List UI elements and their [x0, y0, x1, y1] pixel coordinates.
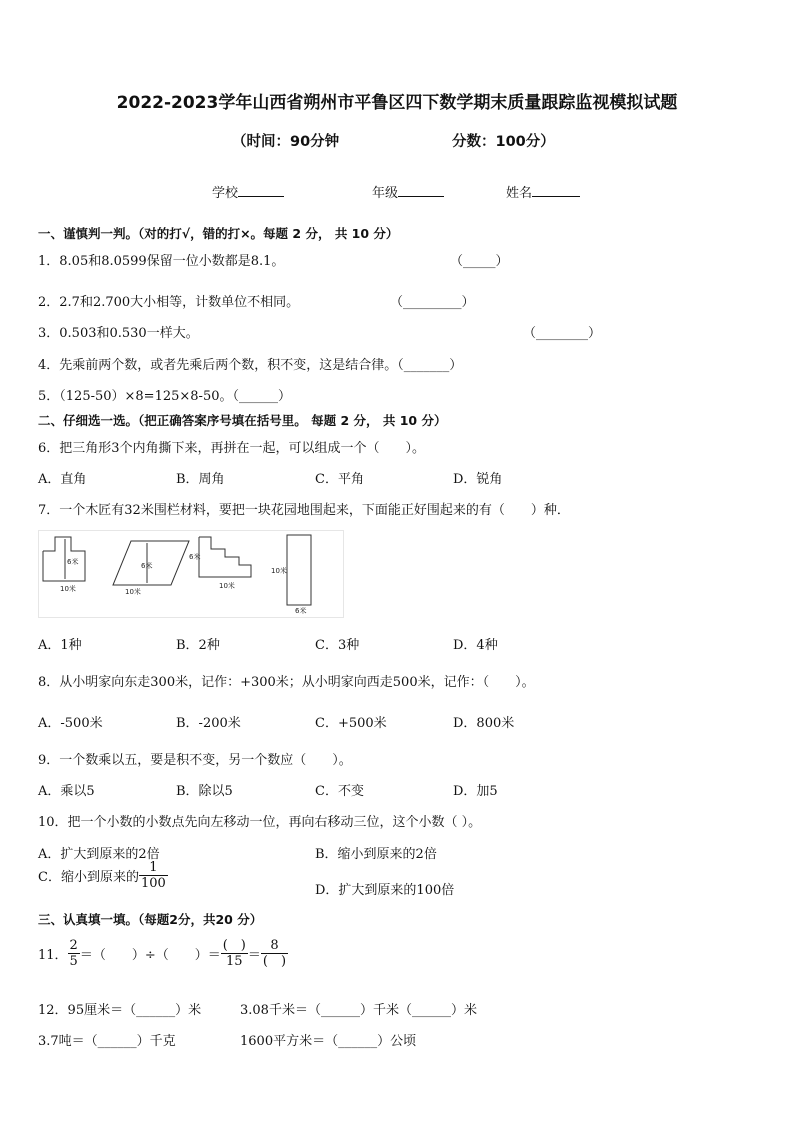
section-1-heading: 一、谨慎判一判。（对的打√，错的打×。每题 2 分， 共 10 分） [38, 226, 399, 241]
shape-staircase [199, 537, 251, 577]
grade-field [372, 182, 444, 201]
question-9-option-b[interactable]: B．除以5 [176, 784, 233, 799]
score-label: 分数：100分） [452, 134, 555, 150]
question-9-option-a[interactable]: A．乘以5 [38, 784, 95, 799]
question-2-answer[interactable]: （_________） [390, 295, 475, 310]
question-11 [38, 938, 288, 969]
name-field [506, 182, 580, 201]
question-8-option-c[interactable]: C．+500米 [315, 716, 387, 731]
shape-2-height-label: 6米 [141, 562, 153, 570]
question-7-figure [38, 530, 344, 618]
question-12-part-c[interactable]: 3.7吨＝（______）千克 [38, 1034, 176, 1049]
question-8-option-a[interactable]: A．-500米 [38, 716, 103, 731]
shape-3-width-label: 10米 [219, 582, 235, 590]
question-7-option-c[interactable]: C．3种 [315, 638, 360, 653]
question-7-option-b[interactable]: B．2种 [176, 638, 220, 653]
fraction-two-fifths [68, 938, 80, 969]
question-7: 7．一个木匠有32米围栏材料，要把一块花园地围起来，下面能正好围起来的有（ ）种． [38, 503, 570, 518]
question-6-option-d[interactable]: D．锐角 [453, 472, 503, 487]
question-6-option-b[interactable]: B．周角 [176, 472, 225, 487]
question-3: 3．0.503和0.530一样大。 [38, 326, 199, 341]
shape-3-height-label: 6米 [189, 553, 201, 561]
question-1: 1．8.05和8.0599保留一位小数都是8.1。 [38, 254, 285, 269]
grade-blank[interactable] [398, 184, 444, 197]
question-12-part-a[interactable]: 12．95厘米＝（______）米 [38, 1003, 202, 1018]
question-10-option-a[interactable]: A．扩大到原来的2倍 [38, 847, 160, 862]
question-10-option-d[interactable]: D．扩大到原来的100倍 [315, 883, 455, 898]
question-8-option-d[interactable]: D．800米 [453, 716, 515, 731]
option-c-text: C．缩小到原来的 [38, 870, 139, 885]
fraction-8-over-blank [261, 938, 288, 969]
fraction-denominator: 100 [140, 876, 166, 891]
question-11-division-blanks[interactable]: ＝（ ）÷（ ）＝ [79, 948, 221, 963]
question-6: 6．把三角形3个内角撕下来，再拼在一起，可以组成一个（ ）。 [38, 441, 426, 456]
shape-4-height-label: 10米 [271, 567, 287, 575]
name-blank[interactable] [532, 184, 580, 197]
question-8-option-b[interactable]: B．-200米 [176, 716, 241, 731]
fraction-denominator: 15 [226, 954, 243, 969]
question-6-option-c[interactable]: C．平角 [315, 472, 364, 487]
fraction-numerator: 1 [139, 860, 168, 876]
fraction-numerator: 2 [69, 938, 78, 953]
question-10-option-b[interactable]: B．缩小到原来的2倍 [315, 847, 437, 862]
school-blank[interactable] [238, 184, 284, 197]
question-3-answer[interactable]: （________） [523, 326, 602, 341]
question-4: 4．先乘前两个数，或者先乘后两个数，积不变，这是结合律。（_______） [38, 358, 463, 373]
question-5: 5．（125-50）×8=125×8-50。（______） [38, 389, 291, 404]
question-2: 2．2.7和2.700大小相等，计数单位不相同。 [38, 295, 300, 310]
shape-1-width-label: 10米 [60, 585, 76, 593]
shape-rectangle [287, 535, 311, 605]
shape-1-height-label: 6米 [67, 558, 79, 566]
fraction-numerator: 8 [261, 938, 288, 954]
shape-2-width-label: 10米 [125, 588, 141, 596]
question-12-part-d[interactable]: 1600平方米＝（______）公顷 [240, 1034, 417, 1049]
question-11-equals: ＝ [247, 948, 261, 963]
question-7-option-a[interactable]: A．1种 [38, 638, 82, 653]
grade-label: 年级 [372, 186, 399, 201]
fraction-one-hundredth [139, 860, 168, 891]
time-label: （时间：90分钟 [232, 134, 340, 150]
question-7-option-d[interactable]: D．4种 [453, 638, 498, 653]
section-3-heading: 三、认真填一填。（每题2分，共20 分） [38, 912, 263, 927]
question-9-option-c[interactable]: C．不变 [315, 784, 364, 799]
page-title: 2022-2023学年山西省朔州市平鲁区四下数学期末质量跟踪监视模拟试题 [116, 93, 678, 113]
question-8: 8．从小明家向东走300米，记作：+300米；从小明家向西走500米，记作：（ ）。 [38, 675, 535, 690]
question-10: 10．把一个小数的小数点先向左移动一位，再向右移动三位，这个小数（ ）。 [38, 815, 482, 830]
shape-stepped-polygon [43, 537, 85, 581]
school-field [212, 182, 284, 201]
question-10-option-c[interactable] [38, 860, 168, 891]
question-9-option-d[interactable]: D．加5 [453, 784, 498, 799]
fraction-numerator[interactable]: ( ) [222, 938, 246, 953]
fraction-denominator: 5 [69, 954, 78, 969]
question-9: 9．一个数乘以五，要是积不变，另一个数应（ ）。 [38, 753, 352, 768]
section-2-heading: 二、仔细选一选。（把正确答案序号填在括号里。 每题 2 分， 共 10 分） [38, 413, 447, 428]
fraction-blank-over-15 [221, 938, 248, 969]
question-12-part-b[interactable]: 3.08千米＝（______）千米（______）米 [240, 1003, 477, 1018]
name-label: 姓名 [506, 186, 533, 201]
question-6-option-a[interactable]: A．直角 [38, 472, 87, 487]
fraction-denominator[interactable]: ( ) [262, 954, 287, 969]
school-label: 学校 [212, 186, 239, 201]
question-1-answer[interactable]: （_____） [450, 254, 509, 269]
question-11-number: 11． [38, 948, 68, 963]
shape-4-width-label: 6米 [295, 607, 307, 615]
